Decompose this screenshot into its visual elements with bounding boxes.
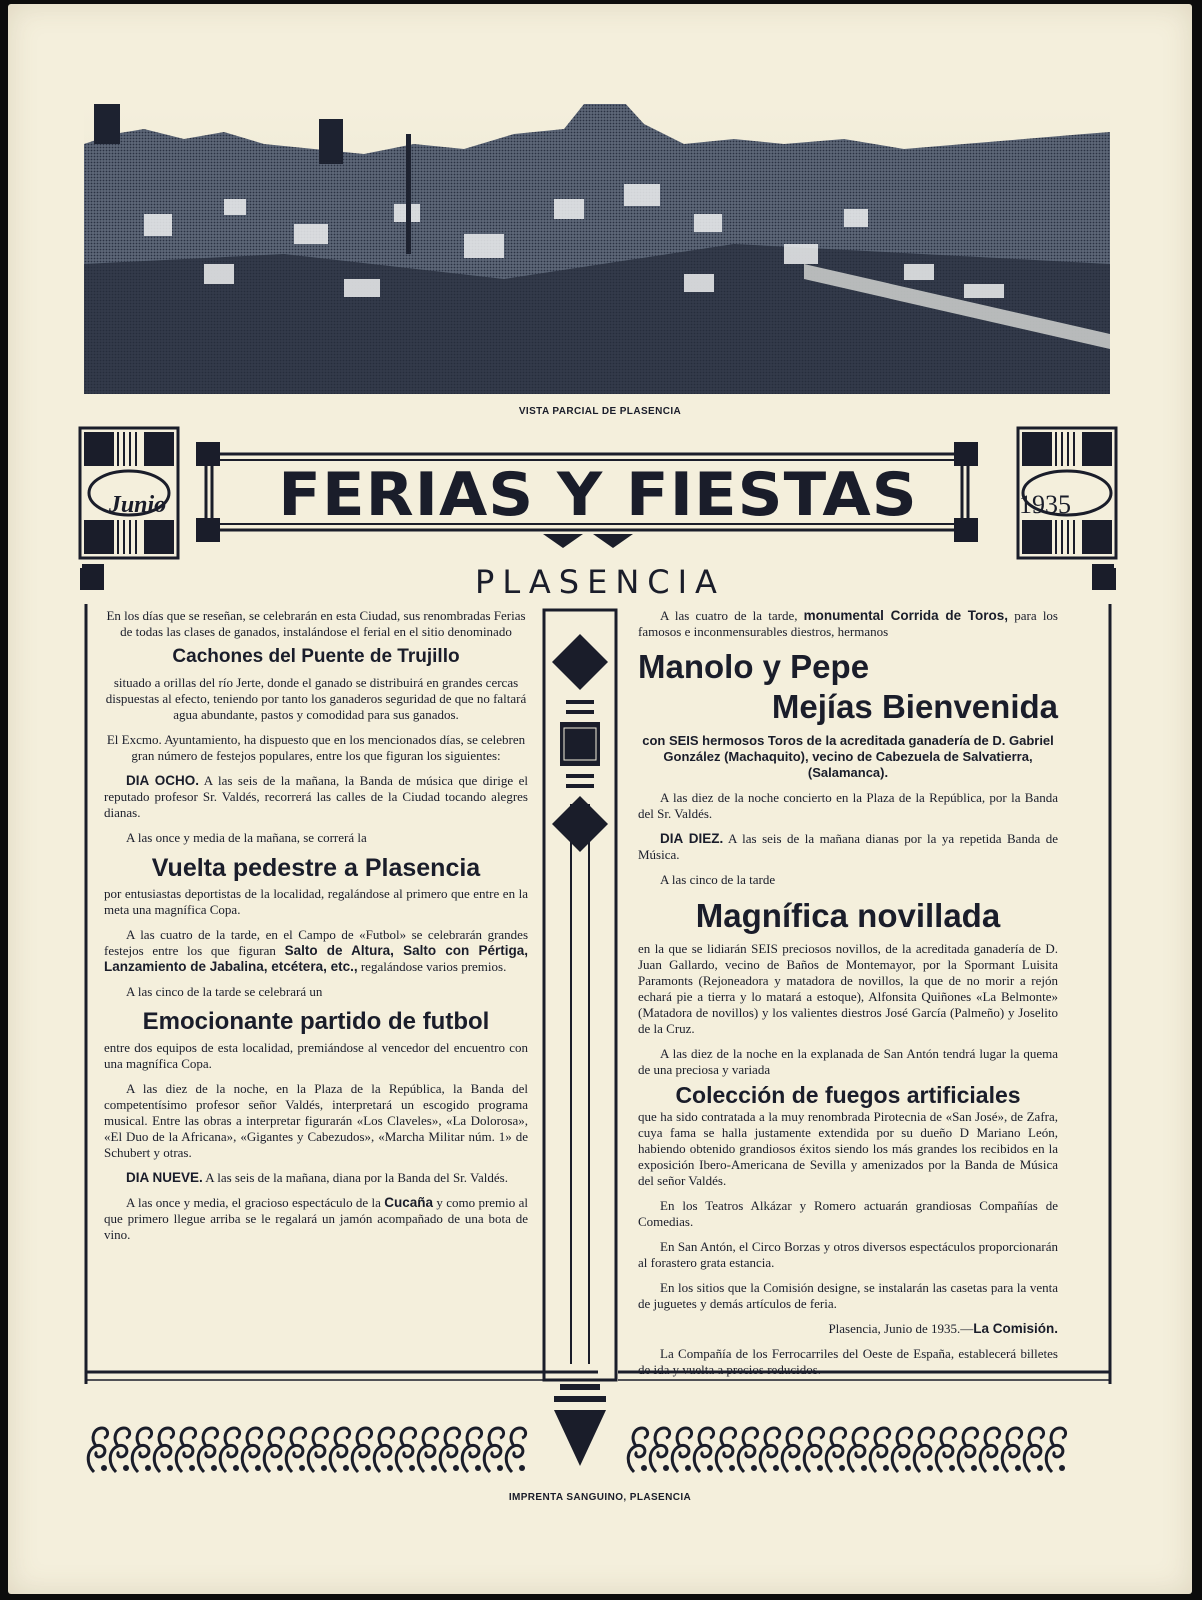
day-nine-label: DIA NUEVE. <box>126 1170 203 1185</box>
poster-sheet <box>8 4 1192 1594</box>
stalls-text: En los sitios que la Comisión designe, se instalarán las casetas para la venta de juguetes y demás artículos de feria. <box>638 1280 1058 1311</box>
night-concert: A las diez de la noche concierto en la Plaza de la República, por la Banda del Sr. Valdés. <box>638 790 1058 821</box>
concert-text: A las diez de la noche, en la Plaza de la República, la Banda del competentísimo profesor señor Valdés, interpretará un escogido programa musical. Entre las obras a interpretar figurarán «Los Claveles», «La Dolorosa», «El Duo de la Africana», «Gigantes y Cabezudos», «Marcha Militar núm. 1» de Schubert y otras. <box>104 1081 528 1160</box>
bullfight-detail: con SEIS hermosos Toros de la acreditada ganadería de D. Gabriel González (Machaquito), vecino de Cabezuela de Salvatierra, (Salamanca). <box>642 733 1054 780</box>
novillada-text: en la que se lidiarán SEIS preciosos novillos, de la acreditada ganadería de D. Juan Gallardo, vecino de Baños de Montemayor, por la Spormant Luisita Paramonts (Rejoneadora y matadora de novillos, la que de no morir a rejón echará pie a tierra y lo matará a estoque), Alfonsita Quiñones «La Belmonte» (Matadora de novillos) y los valientes diestros José García (Palmeño) y Joselito de la Cruz. <box>638 941 1058 1036</box>
circus-text: En San Antón, el Circo Borzas y otros diversos espectáculos proporcionarán al forastero grata estancia. <box>638 1239 1058 1270</box>
theatres-text: En los Teatros Alkázar y Romero actuarán grandiosas Compañías de Comedias. <box>638 1198 1058 1229</box>
fireworks-heading: Colección de fuegos artificiales <box>675 1082 1021 1108</box>
right-column <box>638 608 1058 1387</box>
fair-intro: En los días que se reseñan, se celebrarán en esta Ciudad, sus renombradas Ferias de todas las clases de ganados, instalándose el ferial en el sitio denominado <box>106 608 526 639</box>
signoff-place: Plasencia, Junio de 1935.— <box>828 1321 974 1336</box>
poster-title: FERIAS Y FIESTAS <box>278 460 918 530</box>
fireworks-intro: A las diez de la noche en la explanada de San Antón tendrá lugar la quema de una preciosa y variada <box>638 1046 1058 1077</box>
matador-names-line1: Manolo y Pepe <box>638 648 870 685</box>
race-intro: A las once y media de la mañana, se correrá la <box>126 830 367 845</box>
day-ten-text: A las seis de la mañana dianas por la ya repetida Banda de Música. <box>638 831 1058 862</box>
match-intro: A las cinco de la tarde se celebrará un <box>126 984 323 999</box>
day-ten-label: DIA DIEZ. <box>660 831 724 846</box>
matador-names-line2: Mejías Bienvenida <box>771 688 1058 725</box>
sports-text-b: regalándose varios premios. <box>357 959 507 974</box>
signoff <box>638 1321 1058 1337</box>
novillada-heading: Magnífica novillada <box>695 897 1001 934</box>
photo-caption: VISTA PARCIAL DE PLASENCIA <box>518 406 682 417</box>
day-nine-text: A las seis de la mañana, diana por la Banda del Sr. Valdés. <box>202 1170 508 1185</box>
council-text: El Excmo. Ayuntamiento, ha dispuesto que en los mencionados días, se celebren gran número de festejos populares, entre los que figuran los siguientes: <box>106 732 526 763</box>
day-nine-paragraph <box>104 1170 528 1186</box>
printer-credit: IMPRENTA SANGUINO, PLASENCIA <box>508 1492 692 1503</box>
city-name: PLASENCIA <box>475 563 725 601</box>
fair-location-text: situado a orillas del río Jerte, donde el ganado se distribuirá en grandes cercas dispuestas al efecto, teniendo por tanto los ganaderos seguridad de que no faltará agua abundante, pastos y comodidad para sus ganados. <box>105 675 527 722</box>
left-column <box>104 608 528 1252</box>
race-text: por entusiastas deportistas de la localidad, regalándose al primero que entre en la meta una magnífica Copa. <box>104 886 528 917</box>
cucana-text-b: y como premio al que primero llegue arriba se le regalará un jamón acompañado de una bota de vino. <box>104 1195 528 1242</box>
race-heading: Vuelta pedestre a Plasencia <box>151 854 481 882</box>
sports-events: Salto de Altura, Salto con Pértiga, Lanzamiento de Jabalina, etcétera, etc., <box>104 943 528 974</box>
year-label: 1935 <box>1019 490 1071 519</box>
fireworks-text: que ha sido contratada a la muy renombrada Pirotecnia de «San José», de Zafra, cuya fama se halla justamente extendida por su dueño D Mariano León, habiendo obtenido grandiosos éxitos siendo los más grandes los recibidos en la exposición Ibero-Americana de Sevilla y amenizados por la Banda de Música del señor Valdés. <box>638 1109 1058 1188</box>
cucana-label: Cucaña <box>384 1195 434 1210</box>
match-heading: Emocionante partido de futbol <box>142 1008 490 1035</box>
bullfight-text-b: para los famosos e inconmensurables diestros, hermanos <box>638 608 1058 639</box>
day-eight-text: A las seis de la mañana, la Banda de música que dirige el reputado profesor Sr. Valdés, recorrerá las calles de la Ciudad tocando alegres dianas. <box>104 773 528 820</box>
day-eight-label: DIA OCHO. <box>126 773 200 788</box>
month-label: Junio <box>108 492 167 518</box>
cucana-text-a: A las once y media, el gracioso espectáculo de la <box>126 1195 385 1210</box>
town-panorama-photo <box>84 104 1110 394</box>
bullfight-label: monumental Corrida de Toros, <box>803 608 1009 623</box>
match-text: entre dos equipos de esta localidad, premiándose al vencedor del encuentro con una magnífica Copa. <box>104 1040 528 1071</box>
signoff-org: La Comisión. <box>973 1321 1058 1336</box>
bottom-frieze-ornament <box>84 1424 1114 1476</box>
day-eight-paragraph <box>104 773 528 821</box>
fair-location-heading: Cachones del Puente de Trujillo <box>172 646 460 667</box>
sports-text-a: A las cuatro de la tarde, en el Campo de «Futbol» se celebrarán grandes festejos entre los que figuran <box>104 927 528 958</box>
railway-text: La Compañía de los Ferrocarriles del Oeste de España, establecerá billetes de ida y vuelta a precios reducidos. <box>638 1346 1058 1377</box>
sports-paragraph <box>104 927 528 975</box>
bullfight-paragraph <box>638 608 1058 640</box>
novillada-intro: A las cinco de la tarde <box>660 872 776 887</box>
bullfight-text-a: A las cuatro de la tarde, <box>660 608 804 623</box>
day-ten-paragraph <box>638 831 1058 863</box>
cucana-paragraph <box>104 1195 528 1243</box>
